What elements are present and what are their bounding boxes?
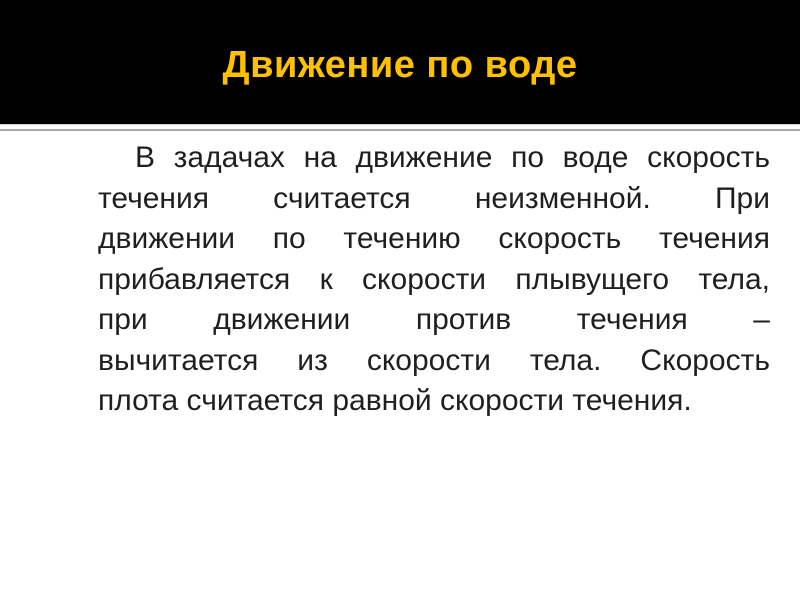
slide-title: Движение по воде: [222, 44, 578, 86]
header-divider: [0, 124, 800, 131]
body-text-line: движении по течению скорость течения: [98, 222, 770, 255]
body-text-line: вычитается из скорости тела. Скорость: [98, 343, 770, 377]
body-text-line: плота считается равной скорости течения.: [98, 384, 692, 417]
slide-header: [0, 0, 800, 124]
slide-body-text: [98, 138, 770, 422]
body-text-line: В задачах на движение по воде скорость: [135, 141, 770, 174]
body-text-line: прибавляется к скорости плывущего тела,: [98, 262, 770, 296]
body-text-line: течения считается неизменной. При: [98, 181, 770, 215]
body-text-line: при движении против течения –: [98, 303, 770, 336]
